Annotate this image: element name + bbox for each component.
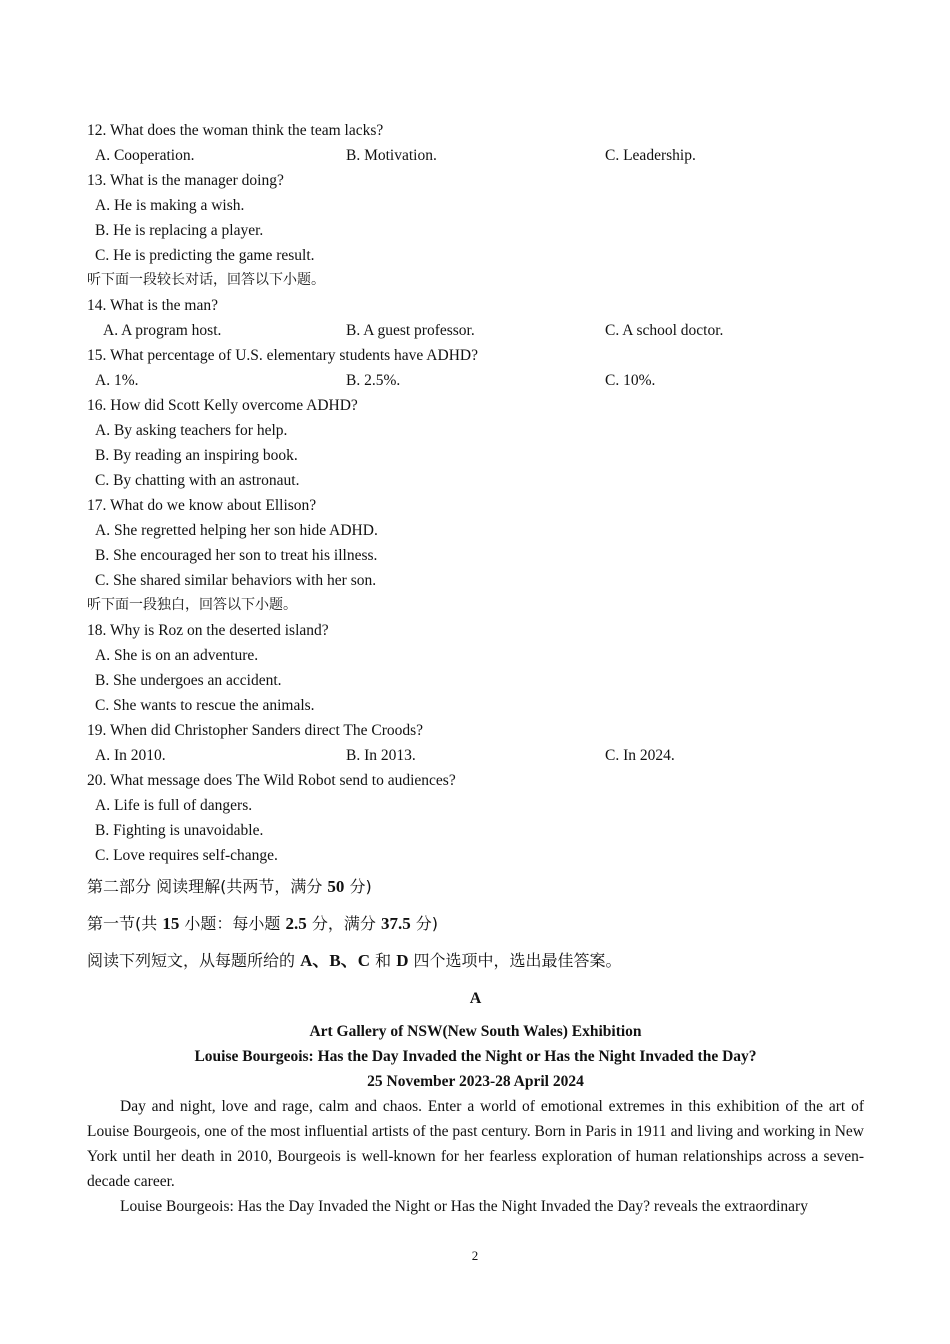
q15-option-b: B. 2.5%. [346, 372, 401, 389]
q13-option-c: C. He is predicting the game result. [95, 247, 315, 264]
reading-instruction-options: A、B、C [300, 951, 370, 970]
page-number: 2 [471, 1248, 479, 1263]
part2-title [87, 868, 864, 905]
q19-option-c: C. In 2024. [605, 747, 675, 764]
section1-score-each: 2.5 [285, 914, 307, 933]
section1-title-suffix: 分) [410, 914, 439, 933]
q18-option-b: B. She undergoes an accident. [95, 672, 282, 689]
q13-option-b: B. He is replacing a player. [95, 222, 264, 239]
question-19-options [87, 743, 864, 768]
passage-paragraph-1: Day and night, love and rage, calm and chaos. Enter a world of emotional extremes in this exhibition of the art of Louise Bourgeois, one of the most influential artists of the past century. Born in Paris in 1911 and living and working in New York until her death in 2010, Bourgeois is well-known for her fearless exploration of human relationships across a seven-decade career. [87, 1098, 864, 1190]
q17-option-a: A. She regretted helping her son hide ADHD. [95, 522, 378, 539]
q13-option-a: A. He is making a wish. [95, 197, 245, 214]
part2-total-score: 50 [327, 877, 345, 896]
question-15-stem: 15. What percentage of U.S. elementary students have ADHD? [87, 347, 478, 364]
q20-option-b: B. Fighting is unavoidable. [95, 822, 264, 839]
section1-title [87, 905, 864, 942]
reading-instruction [87, 942, 864, 979]
section1-title-text: 第一节(共 [87, 914, 163, 933]
q16-option-c: C. By chatting with an astronaut. [95, 472, 300, 489]
q12-option-b: B. Motivation. [346, 147, 437, 164]
instruction-monologue: 听下面一段独白，回答以下小题。 [87, 597, 297, 613]
passage-label: A [469, 990, 482, 1007]
part2-title-text: 第二部分 阅读理解(共两节，满分 [87, 877, 328, 896]
exam-page [87, 118, 864, 1219]
question-17-stem: 17. What do we know about Ellison? [87, 497, 317, 514]
q19-option-a: A. In 2010. [95, 747, 166, 764]
q20-option-a: A. Life is full of dangers. [95, 797, 253, 814]
instruction-long-dialogue: 听下面一段较长对话，回答以下小题。 [87, 272, 325, 288]
q15-option-a: A. 1%. [95, 372, 139, 389]
question-12-stem: 12. What does the woman think the team lacks? [87, 122, 384, 139]
q12-option-a: A. Cooperation. [95, 147, 195, 164]
reading-instruction-suffix: 四个选项中，选出最佳答案。 [408, 951, 622, 970]
question-12-options [87, 143, 864, 168]
passage-paragraph-2: Louise Bourgeois: Has the Day Invaded the Night or Has the Night Invaded the Day? reveals the extraordinary [120, 1198, 808, 1215]
q17-option-b: B. She encouraged her son to treat his illness. [95, 547, 378, 564]
reading-instruction-and: 和 [370, 951, 397, 970]
q12-option-c: C. Leadership. [605, 147, 696, 164]
q20-option-c: C. Love requires self-change. [95, 847, 278, 864]
section1-question-count: 15 [162, 914, 180, 933]
passage-title-2: Louise Bourgeois: Has the Day Invaded the Night or Has the Night Invaded the Day? [194, 1048, 757, 1065]
q18-option-a: A. She is on an adventure. [95, 647, 259, 664]
q14-option-b: B. A guest professor. [346, 322, 475, 339]
q19-option-b: B. In 2013. [346, 747, 416, 764]
q14-option-a: A. A program host. [103, 322, 222, 339]
question-14-stem: 14. What is the man? [87, 297, 219, 314]
q17-option-c: C. She shared similar behaviors with her son. [95, 572, 377, 589]
section1-title-mid: 小题：每小题 [179, 914, 286, 933]
passage-dates: 25 November 2023-28 April 2024 [367, 1073, 584, 1090]
section1-score-total: 37.5 [380, 914, 411, 933]
question-20-stem: 20. What message does The Wild Robot send to audiences? [87, 772, 456, 789]
question-19-stem: 19. When did Christopher Sanders direct The Croods? [87, 722, 424, 739]
q15-option-c: C. 10%. [605, 372, 656, 389]
q14-option-c: C. A school doctor. [605, 322, 724, 339]
passage-title-1: Art Gallery of NSW(New South Wales) Exhibition [309, 1023, 642, 1040]
question-13-stem: 13. What is the manager doing? [87, 172, 284, 189]
question-18-stem: 18. Why is Roz on the deserted island? [87, 622, 329, 639]
q16-option-b: B. By reading an inspiring book. [95, 447, 298, 464]
q16-option-a: A. By asking teachers for help. [95, 422, 288, 439]
question-16-stem: 16. How did Scott Kelly overcome ADHD? [87, 397, 358, 414]
reading-instruction-text: 阅读下列短文，从每题所给的 [87, 951, 301, 970]
part2-title-suffix: 分) [344, 877, 372, 896]
question-14-options [87, 318, 864, 343]
reading-instruction-option-d: D [396, 951, 409, 970]
section1-title-mid2: 分，满分 [306, 914, 381, 933]
question-15-options [87, 368, 864, 393]
q18-option-c: C. She wants to rescue the animals. [95, 697, 315, 714]
